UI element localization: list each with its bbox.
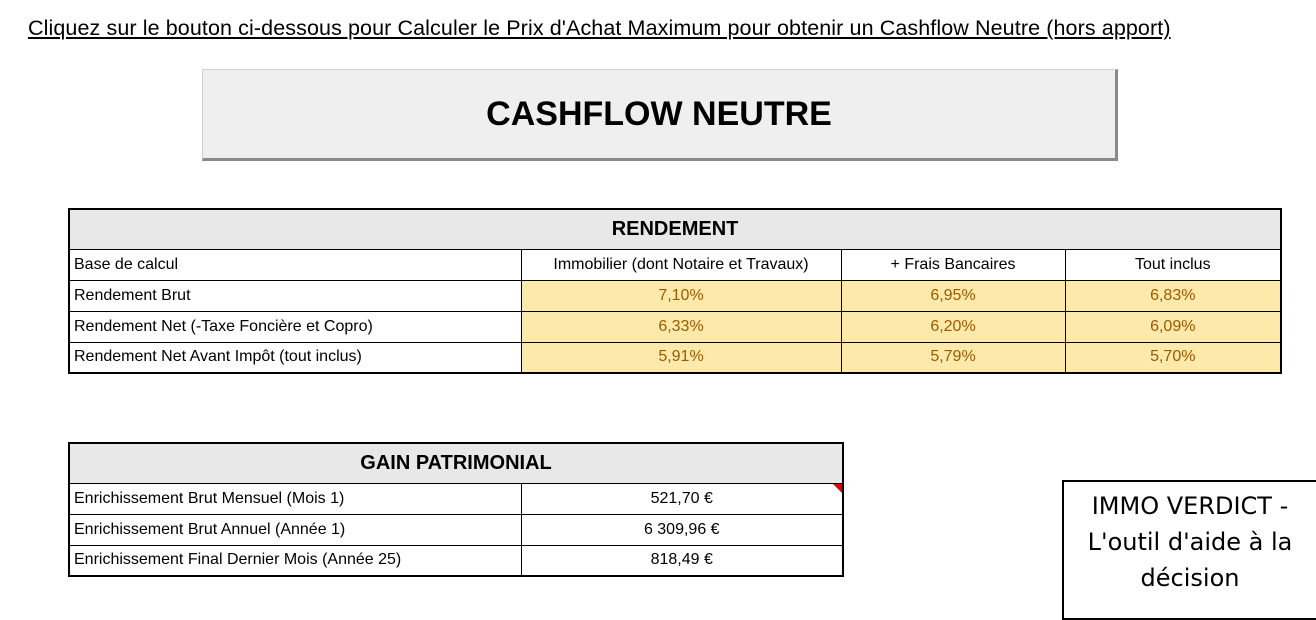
table-row (69, 514, 843, 545)
gain-title: GAIN PATRIMONIAL (69, 443, 843, 483)
row-label[interactable]: Enrichissement Final Dernier Mois (Année 25) (69, 545, 521, 576)
table-header-row (69, 249, 1281, 280)
table-row (69, 342, 1281, 373)
instruction-text: Cliquez sur le bouton ci-dessous pour Calculer le Prix d'Achat Maximum pour obtenir un Cashflow Neutre (hors apport) (28, 16, 1171, 40)
value-cell[interactable]: 6,20% (841, 311, 1065, 342)
comment-indicator-icon[interactable] (833, 484, 842, 493)
value-cell[interactable]: 6,09% (1065, 311, 1281, 342)
value-cell[interactable]: 5,79% (841, 342, 1065, 373)
value-text: 521,70 € (650, 489, 713, 507)
header-cell[interactable]: Immobilier (dont Notaire et Travaux) (521, 249, 841, 280)
row-label[interactable]: Rendement Net (-Taxe Foncière et Copro) (69, 311, 521, 342)
cashflow-neutre-button[interactable]: CASHFLOW NEUTRE (202, 69, 1118, 161)
gain-patrimonial-table (68, 442, 844, 577)
rendement-title: RENDEMENT (69, 209, 1281, 249)
row-label[interactable]: Rendement Net Avant Impôt (tout inclus) (69, 342, 521, 373)
value-cell[interactable]: 5,91% (521, 342, 841, 373)
value-cell[interactable]: 6 309,96 € (521, 514, 843, 545)
value-cell[interactable]: 6,83% (1065, 280, 1281, 311)
verdict-line: L'outil d'aide à la (1087, 528, 1293, 556)
rendement-table (68, 208, 1282, 374)
value-cell[interactable]: 6,33% (521, 311, 841, 342)
row-label[interactable]: Rendement Brut (69, 280, 521, 311)
value-cell[interactable]: 6,95% (841, 280, 1065, 311)
header-cell[interactable]: Base de calcul (69, 249, 521, 280)
verdict-line: décision (1140, 564, 1240, 592)
value-cell[interactable]: 7,10% (521, 280, 841, 311)
header-cell[interactable]: + Frais Bancaires (841, 249, 1065, 280)
table-row (69, 280, 1281, 311)
immo-verdict-textbox[interactable] (1062, 480, 1316, 620)
table-row (69, 483, 843, 514)
value-cell[interactable]: 5,70% (1065, 342, 1281, 373)
table-row (69, 311, 1281, 342)
row-label[interactable]: Enrichissement Brut Mensuel (Mois 1) (69, 483, 521, 514)
table-row (69, 545, 843, 576)
verdict-line: IMMO VERDICT - (1091, 492, 1289, 520)
value-cell[interactable]: 818,49 € (521, 545, 843, 576)
header-cell[interactable]: Tout inclus (1065, 249, 1281, 280)
row-label[interactable]: Enrichissement Brut Annuel (Année 1) (69, 514, 521, 545)
value-cell[interactable] (521, 483, 843, 514)
